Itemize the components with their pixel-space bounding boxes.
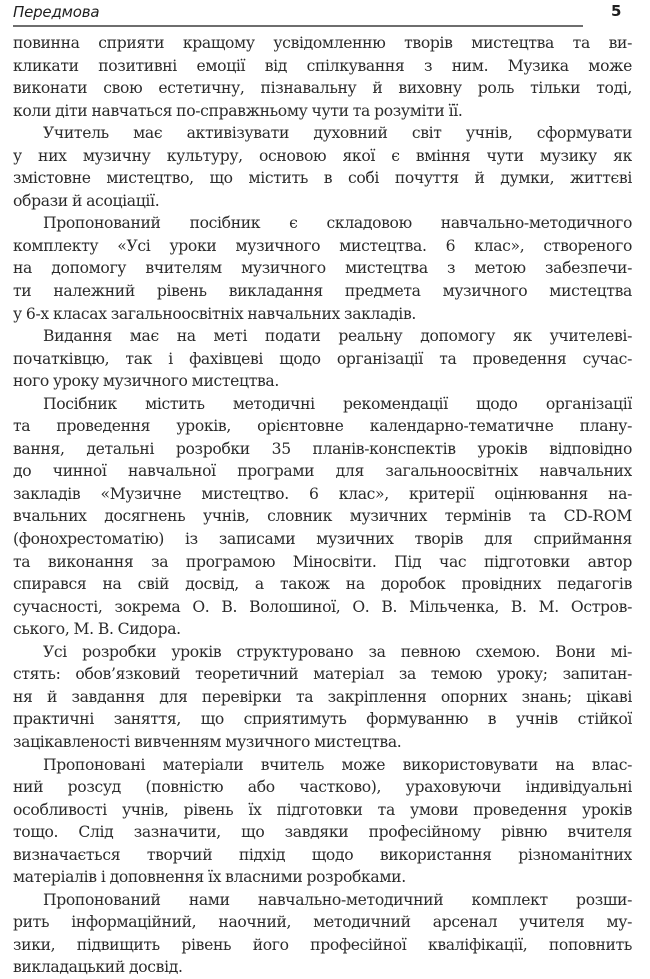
text-line: коли діти навчаться по-справжньому чути та розуміти її. [13, 101, 463, 120]
page-header [13, 0, 633, 30]
text-line: ня й завдання для перевірки та закріплення опорних знань; цікаві [13, 687, 632, 706]
text-line: образи й асоціації. [13, 191, 160, 210]
text-line: закладів «Музичне мистецтво. 6 клас», критерії оцінювання на- [13, 484, 632, 503]
text-line: у них музичну культуру, основою якої є вміння чути музику як [13, 146, 632, 165]
text-line: спирався на свій досвід, а також на доробок провідних педагогів [13, 575, 632, 594]
text-line: виконати свою естетичну, пізнавальну й виховну роль тільки тоді, [13, 79, 632, 98]
text-line: стять: обов’язковий теоретичний матеріал за темою уроку; запитан- [13, 665, 632, 684]
text-line: Усі розробки уроків структуровано за певною схемою. Вони мі- [43, 642, 632, 661]
text-line: визначається творчий підхід щодо використання різноманітних [13, 845, 632, 864]
paragraph [13, 32, 632, 122]
text-line: початківцю, так і фахівцеві щодо організації та проведення сучас- [13, 349, 632, 368]
text-line: сучасності, зокрема О. В. Волошиної, О. В. Мільченка, В. М. Остров- [13, 597, 632, 616]
text-line: вання, детальні розробки 35 планів-конспектів уроків відповідно [13, 439, 632, 458]
text-line: викладацький досвід. [13, 958, 183, 977]
text-line: Пропонований посібник є складовою навчально-методичного [43, 214, 632, 233]
text-line: Пропоновані матеріали вчитель може використовувати на влас- [43, 755, 632, 774]
text-line: тощо. Слід зазначити, що завдяки професійному рівню вчителя [13, 823, 632, 842]
text-line: у 6-х класах загальноосвітніх навчальних закладів. [13, 304, 416, 323]
paragraph [13, 889, 632, 979]
text-line: матеріалів і доповнення їх власними розробками. [13, 868, 406, 887]
body-text [13, 32, 632, 979]
paragraph [13, 212, 632, 325]
text-line: кликати позитивні емоції від спілкування з ним. Музика може [13, 56, 632, 75]
text-line: та проведення уроків, орієнтовне календарно-тематичне плану- [13, 417, 632, 436]
text-line: ний розсуд (повністю або частково), ураховуючи індивідуальні [13, 778, 632, 797]
text-line: повинна сприяти кращому усвідомленню творів мистецтва та ви- [13, 34, 632, 52]
page-number: 5 [611, 2, 622, 20]
text-line: вчальних досягнень учнів, словник музичних термінів та CD-ROM [13, 507, 632, 526]
text-line: ти належний рівень викладання предмета музичного мистецтва [13, 282, 632, 301]
paragraph [13, 393, 632, 641]
header-rule [13, 25, 583, 27]
text-line: зацікавленості вивченням музичного мистецтва. [13, 732, 402, 751]
text-line: особливості учнів, рівень їх підготовки та умови проведення уроків [13, 800, 632, 819]
text-line: рить інформаційний, наочний, методичний арсенал учителя му- [13, 913, 632, 932]
text-line: на допомогу вчителям музичного мистецтва з метою забезпечи- [13, 259, 632, 278]
text-line: та виконання за програмою Міносвіти. Під час підготовки автор [13, 552, 632, 571]
text-line: до чинної навчальної програми для загальноосвітніх навчальних [13, 462, 632, 481]
text-line: Видання має на меті подати реальну допомогу як учителеві- [43, 327, 632, 346]
text-line: комплекту «Усі уроки музичного мистецтва. 6 клас», створеного [13, 236, 632, 255]
text-line: ського, М. В. Сидора. [13, 620, 181, 639]
text-line: Пропонований нами навчально-методичний комплект розши- [43, 890, 632, 909]
text-line: (фонохрестоматію) із записами музичних творів для сприймання [13, 530, 632, 549]
paragraph [13, 641, 632, 754]
text-line: практичні заняття, що сприятимуть формуванню в учнів стійкої [13, 710, 632, 729]
text-line: зики, підвищить рівень його професійної кваліфікації, поповнить [13, 935, 632, 954]
text-line: Учитель має активізувати духовний світ учнів, сформувати [43, 124, 632, 143]
running-title: Передмова [13, 3, 100, 21]
paragraph [13, 754, 632, 889]
paragraph [13, 122, 632, 212]
text-line: змістовне мистецтво, що містить в собі почуття й думки, життєві [13, 169, 632, 188]
text-line: Посібник містить методичні рекомендації щодо організації [43, 394, 632, 413]
text-line: ного уроку музичного мистецтва. [13, 372, 279, 391]
paragraph [13, 325, 632, 393]
